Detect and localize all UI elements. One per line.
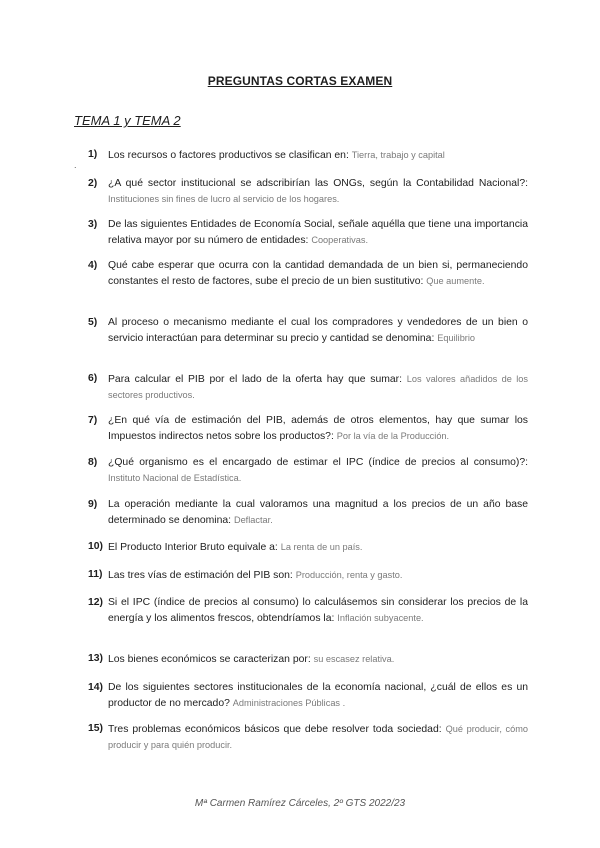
answer-text: La renta de un país. bbox=[280, 542, 363, 552]
question-number: 9) bbox=[88, 499, 98, 510]
question-12 bbox=[88, 596, 528, 626]
question-14 bbox=[88, 681, 528, 711]
question-number: 8) bbox=[88, 457, 98, 468]
answer-text: Qué producir, cómo producir y para quién producir. bbox=[108, 724, 528, 750]
answer-text: Que aumente. bbox=[426, 275, 485, 286]
section-title: TEMA 1 y TEMA 2 bbox=[74, 113, 181, 128]
question-number: 6) bbox=[88, 373, 98, 384]
question-8 bbox=[88, 456, 528, 486]
answer-text: su escasez relativa. bbox=[313, 654, 395, 664]
question-text: Tres problemas económicos básicos que debe resolver toda sociedad: bbox=[108, 724, 442, 735]
question-13 bbox=[88, 652, 528, 668]
question-number: 4) bbox=[88, 260, 98, 271]
question-text: Las tres vías de estimación del PIB son: bbox=[108, 570, 293, 581]
answer-text: Inflación subyacente. bbox=[337, 612, 424, 623]
question-11 bbox=[88, 568, 528, 584]
answer-text: Cooperativas. bbox=[311, 234, 368, 245]
question-text: La operación mediante la cual valoramos una magnitud a los precios de un año base determinado se denomina: bbox=[108, 499, 528, 526]
answer-text: Administraciones Públicas . bbox=[232, 697, 346, 708]
question-9 bbox=[88, 498, 528, 528]
question-6 bbox=[88, 372, 528, 403]
answer-text: Instituto Nacional de Estadística. bbox=[108, 472, 242, 483]
question-number: 11) bbox=[88, 569, 103, 580]
question-text: ¿Qué organismo es el encargado de estimar el IPC (índice de precios al consumo)?: bbox=[108, 457, 528, 468]
question-15 bbox=[88, 722, 528, 753]
question-number: 7) bbox=[88, 415, 98, 426]
question-2 bbox=[88, 177, 528, 207]
question-5 bbox=[88, 316, 528, 346]
question-text: ¿En qué vía de estimación del PIB, además de otros elementos, hay que sumar los Impuestos indirectos netos sobre los productos?: bbox=[108, 415, 528, 442]
answer-text: Los valores añadidos de los sectores productivos. bbox=[108, 374, 529, 400]
question-text: Qué cabe esperar que ocurra con la cantidad demandada de un bien si, permaneciendo constantes el resto de factores, sube el precio de un bien sustitutivo: bbox=[108, 260, 528, 287]
question-10 bbox=[88, 540, 528, 556]
question-number: 12) bbox=[88, 597, 104, 608]
question-number: 3) bbox=[88, 219, 98, 230]
answer-text: Por la vía de la Producción. bbox=[336, 430, 450, 441]
question-7 bbox=[88, 414, 528, 444]
answer-text: Deflactar. bbox=[233, 514, 273, 525]
stray-mark: . bbox=[74, 160, 77, 170]
question-number: 13) bbox=[88, 653, 104, 664]
page-footer: Mª Carmen Ramírez Cárceles, 2º GTS 2022/23 bbox=[194, 798, 406, 809]
question-text: Los recursos o factores productivos se clasifican en: bbox=[108, 150, 349, 161]
question-text: Al proceso o mecanismo mediante el cual los compradores y vendedores de un bien o servicio interactúan para determinar su precio y cantidad se denomina: bbox=[108, 317, 528, 344]
question-3 bbox=[88, 218, 528, 248]
question-text: El Producto Interior Bruto equivale a: bbox=[108, 542, 278, 553]
question-number: 10) bbox=[88, 541, 104, 552]
question-number: 14) bbox=[88, 682, 104, 693]
question-number: 5) bbox=[88, 317, 98, 328]
page-title: PREGUNTAS CORTAS EXAMEN bbox=[207, 74, 393, 88]
question-text: De las siguientes Entidades de Economía Social, señale aquélla que tiene una importancia relativa mayor por su número de entidades: bbox=[108, 219, 528, 246]
question-text: Los bienes económicos se caracterizan por: bbox=[108, 654, 311, 665]
answer-text: Tierra, trabajo y capital bbox=[351, 150, 445, 160]
answer-text: Instituciones sin fines de lucro al servicio de los hogares. bbox=[108, 193, 340, 204]
answer-text: Producción, renta y gasto. bbox=[295, 570, 403, 580]
question-text: Para calcular el PIB por el lado de la oferta hay que sumar: bbox=[108, 374, 403, 385]
answer-text: Equilibrio bbox=[437, 332, 476, 343]
question-text: ¿A qué sector institucional se adscribirían las ONGs, según la Contabilidad Nacional?: bbox=[108, 178, 528, 189]
question-number: 15) bbox=[88, 723, 104, 734]
question-4 bbox=[88, 259, 528, 289]
question-number: 2) bbox=[88, 178, 98, 189]
question-1 bbox=[88, 148, 528, 164]
question-text: De los siguientes sectores institucionales de la economía nacional, ¿cuál de ellos es un productor de no mercado? bbox=[108, 682, 528, 709]
question-text: Si el IPC (índice de precios al consumo) lo calculásemos sin considerar los precios de la energía y los alimentos frescos, obtendríamos la: bbox=[108, 597, 528, 624]
question-number: 1) bbox=[88, 149, 98, 160]
